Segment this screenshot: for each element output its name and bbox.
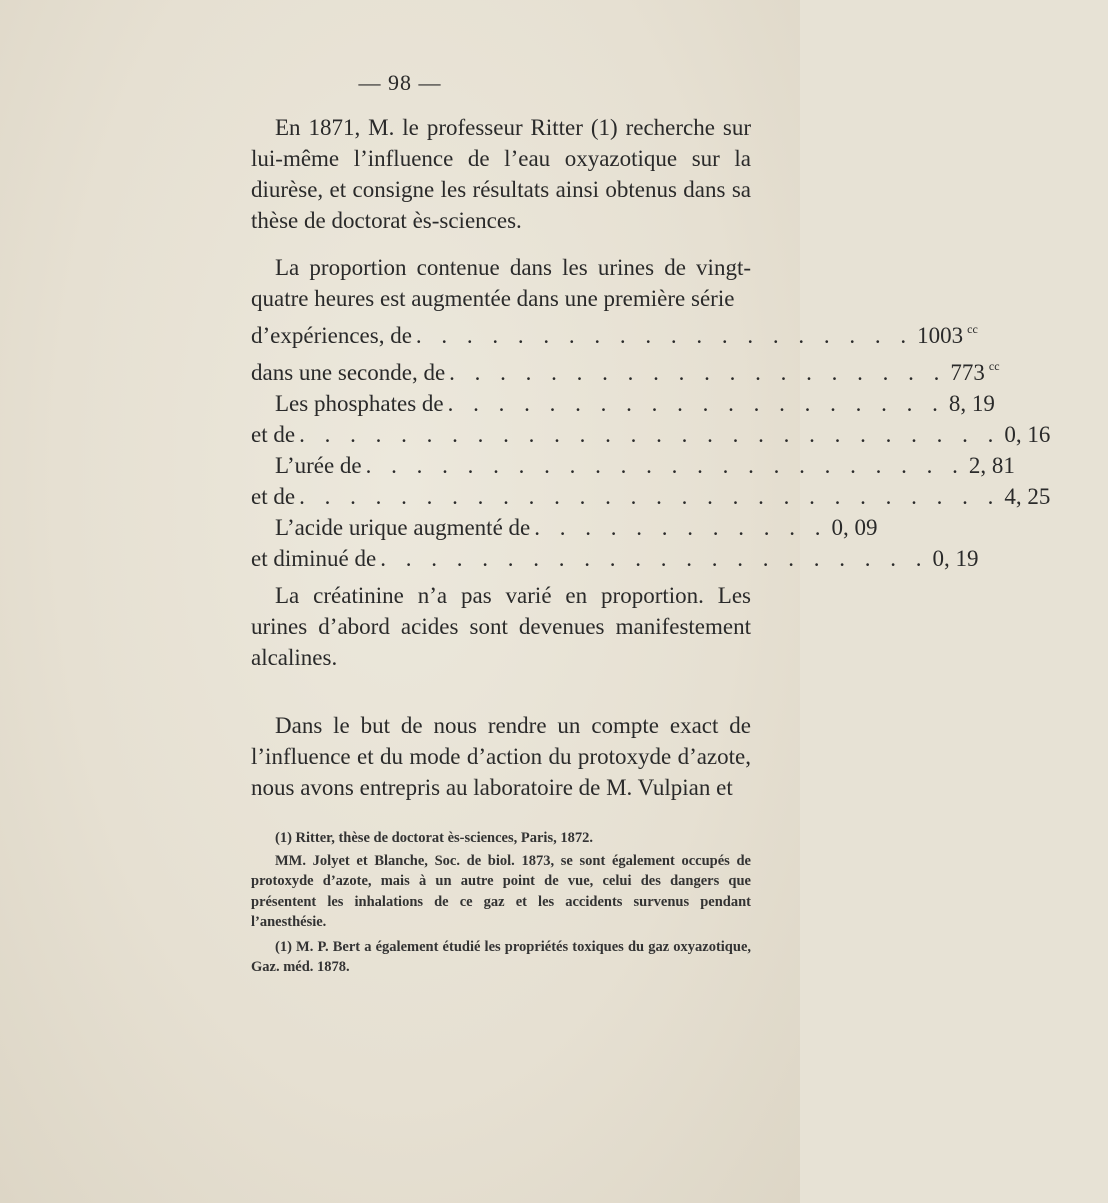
data-row [251,450,1015,481]
row-leader-dots: . . . . . . . . . . . . . . . . . . . . [415,323,914,348]
data-row [251,481,1051,512]
row-value: 4, 25 [1004,484,1051,509]
footnote-ritter: (1) Ritter, thèse de doctorat ès-sciences, Paris, 1872. [275,830,593,846]
row-leader-dots: . . . . . . . . . . . . . . . . . . . . . . . . . . . . [299,484,1001,509]
paragraph-text: En 1871, M. le professeur Ritter (1) recherche sur lui-même l’influence de l’eau oxyazotique sur la diurèse, et consigne les résultats ainsi obtenus dans sa thèse de doctorat ès-sciences. [251,115,751,233]
data-row [251,388,995,419]
footnotes [251,828,751,978]
footnote-bert: (1) M. P. Bert a également étudié les propriétés toxiques du gaz oxyazotique, Gaz. méd. 1878. [251,938,751,975]
data-row [251,512,878,543]
unit-label: cc [988,359,1000,373]
row-label: et de [251,422,296,447]
paragraph-text: La créatinine n’a pas varié en proportion. Les urines d’abord acides sont devenues manifestement alcalines. [251,583,751,670]
row-value: 0, 09 [831,515,878,540]
paragraph-text: Dans le but de nous rendre un compte exact de l’influence et du mode d’action du protoxyde d’azote, nous avons entrepris au laboratoire de M. Vulpian et [251,713,751,800]
page-number: — 98 — [358,70,442,95]
row-leader-dots: . . . . . . . . . . . . [534,515,828,540]
paragraph-laboratory [251,710,751,803]
row-leader-dots: . . . . . . . . . . . . . . . . . . . . . . . . . . . . [299,422,1001,447]
unit-label: cc [967,322,978,336]
row-leader-dots: . . . . . . . . . . . . . . . . . . . . . . [380,546,929,571]
data-row [251,351,1000,388]
row-value: 2, 81 [968,453,1015,478]
row-label: Les phosphates de [275,391,444,416]
row-label: et de [251,484,296,509]
row-leader-dots: . . . . . . . . . . . . . . . . . . . . [447,391,945,416]
paragraph-creatinine [251,580,751,673]
data-row [251,314,978,351]
row-leader-dots: . . . . . . . . . . . . . . . . . . . . . . . . [365,453,965,478]
footnote-jolyet: MM. Jolyet et Blanche, Soc. de biol. 1873, se sont également occupés de protoxyde d’azote, mais à un autre point de vue, celui des dangers que présentent les inhalations de ce gaz et les accidents survenus pendant l’anesthésie. [251,852,751,930]
row-value: 0, 16 [1004,422,1051,447]
row-label: dans une seconde, de [251,360,446,385]
row-label: L’acide urique augmenté de [275,515,531,540]
paragraph-ritter [251,112,751,236]
row-label: d’expériences, de [251,323,412,348]
row-value: 8, 19 [948,391,995,416]
row-leader-dots: . . . . . . . . . . . . . . . . . . . . [449,360,947,385]
data-row [251,543,979,574]
paragraph-proportions [251,252,1051,574]
paragraph-text: La proportion contenue dans les urines de vingt-quatre heures est augmentée dans une première série [251,255,751,311]
row-value: 1003 $^{cc}$ [917,322,978,348]
row-label: L’urée de [275,453,362,478]
data-row [251,419,1051,450]
row-value: 0, 19 [932,546,979,571]
row-value: 773 $^{cc}$ [950,359,1000,385]
row-label: et diminué de [251,546,377,571]
